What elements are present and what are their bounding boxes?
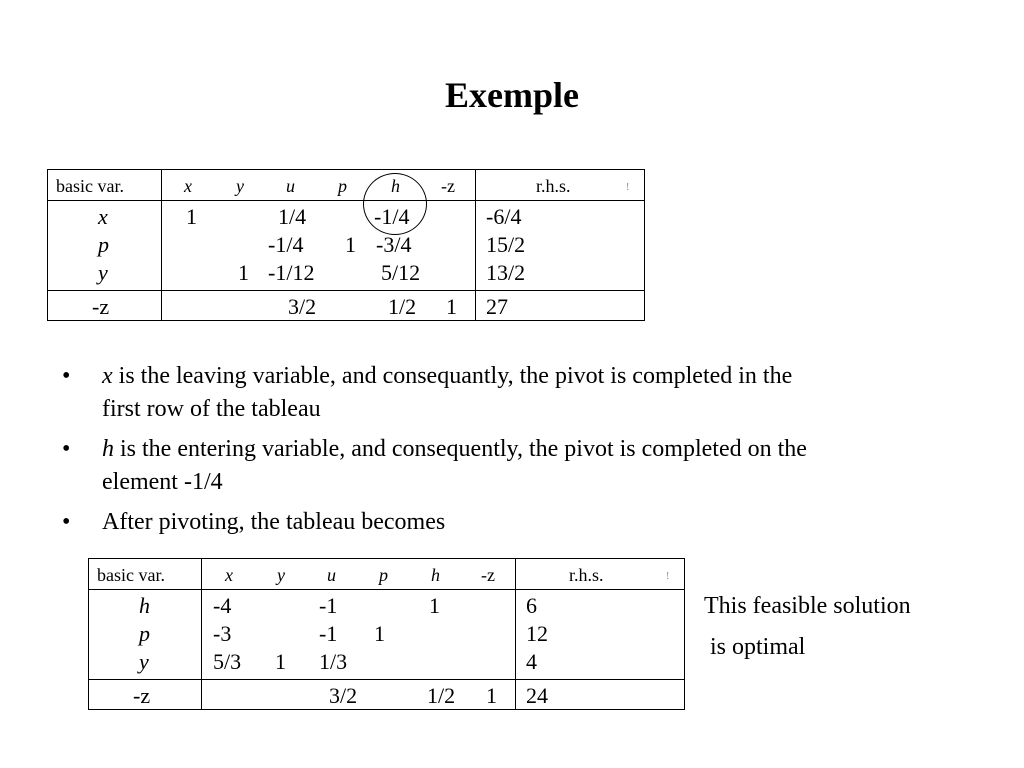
decor-mark: ! [626, 182, 630, 193]
decor-mark: ! [666, 571, 670, 582]
r3-h: 5/12 [381, 260, 421, 285]
slide-title: Exemple [445, 75, 579, 115]
header-minus-z: -z [441, 176, 455, 196]
r1-rhs: 6 [526, 593, 537, 618]
z-rhs: 27 [486, 294, 508, 319]
r2-h: -3/4 [376, 232, 412, 257]
z-h: 1/2 [427, 683, 456, 708]
bullet-text-continued: first row of the tableau [102, 396, 321, 422]
basic-var-1: x [98, 204, 108, 229]
r1-u: 1/4 [278, 204, 307, 229]
r3-rhs: 13/2 [486, 260, 526, 285]
bullet-list [62, 360, 962, 546]
header-u: u [327, 565, 336, 585]
basic-var-3: y [139, 649, 149, 674]
r2-u: -1 [319, 621, 338, 646]
header-h: h [391, 176, 400, 196]
header-p: p [338, 176, 347, 196]
header-rhs: r.h.s. [536, 176, 571, 196]
r3-y: 1 [275, 649, 286, 674]
r1-h-pivot: -1/4 [374, 204, 410, 229]
header-p: p [379, 565, 388, 585]
r3-u: 1/3 [319, 649, 348, 674]
bullet-icon: • [62, 509, 71, 535]
z-minus-z: 1 [486, 683, 497, 708]
z-h: 1/2 [388, 294, 417, 319]
z-minus-z: 1 [446, 294, 457, 319]
r2-rhs: 12 [526, 621, 548, 646]
optimal-note-line1: This feasible solution [704, 593, 911, 619]
z-row-label: -z [92, 294, 110, 319]
bullet-icon: • [62, 436, 71, 462]
r3-u: -1/12 [268, 260, 315, 285]
basic-var-2: p [98, 232, 109, 257]
basic-var-2: p [139, 621, 150, 646]
header-x: x [184, 176, 192, 196]
z-rhs: 24 [526, 683, 548, 708]
bullet-text-continued: element -1/4 [102, 469, 223, 495]
z-u: 3/2 [288, 294, 317, 319]
r2-p: 1 [345, 232, 356, 257]
bullet-text: After pivoting, the tableau becomes [102, 509, 446, 535]
z-row-label: -z [133, 683, 151, 708]
r2-x: -3 [213, 621, 232, 646]
bullet-var: x [102, 363, 113, 389]
optimal-note-line2: is optimal [710, 634, 806, 660]
pivot-circle [363, 173, 427, 235]
bullet-item [62, 360, 962, 426]
bullet-var: h [102, 436, 114, 462]
header-y: y [277, 565, 285, 585]
tableau-after-pivot [88, 558, 685, 710]
header-u: u [286, 176, 295, 196]
r1-rhs: -6/4 [486, 204, 522, 229]
header-y: y [236, 176, 244, 196]
tableau-initial [47, 169, 645, 321]
r2-p: 1 [374, 621, 385, 646]
bullet-item [62, 506, 962, 539]
header-x: x [225, 565, 233, 585]
header-minus-z: -z [481, 565, 495, 585]
r2-rhs: 15/2 [486, 232, 526, 257]
basic-var-3: y [98, 260, 108, 285]
bullet-icon: • [62, 363, 71, 389]
r3-rhs: 4 [526, 649, 537, 674]
r1-u: -1 [319, 593, 338, 618]
header-basic-var: basic var. [56, 176, 124, 196]
r1-x: 1 [186, 204, 197, 229]
header-h: h [431, 565, 440, 585]
r3-y: 1 [238, 260, 249, 285]
r3-x: 5/3 [213, 649, 242, 674]
bullet-text: is the leaving variable, and consequantly, the pivot is completed in the [112, 363, 793, 389]
r2-u: -1/4 [268, 232, 304, 257]
bullet-item [62, 433, 962, 499]
basic-var-1: h [139, 593, 150, 618]
bullet-text: is the entering variable, and consequently, the pivot is completed on the [114, 436, 807, 462]
header-rhs: r.h.s. [569, 565, 604, 585]
r1-x: -4 [213, 593, 232, 618]
z-u: 3/2 [329, 683, 358, 708]
r1-h: 1 [429, 593, 440, 618]
header-basic-var: basic var. [97, 565, 165, 585]
